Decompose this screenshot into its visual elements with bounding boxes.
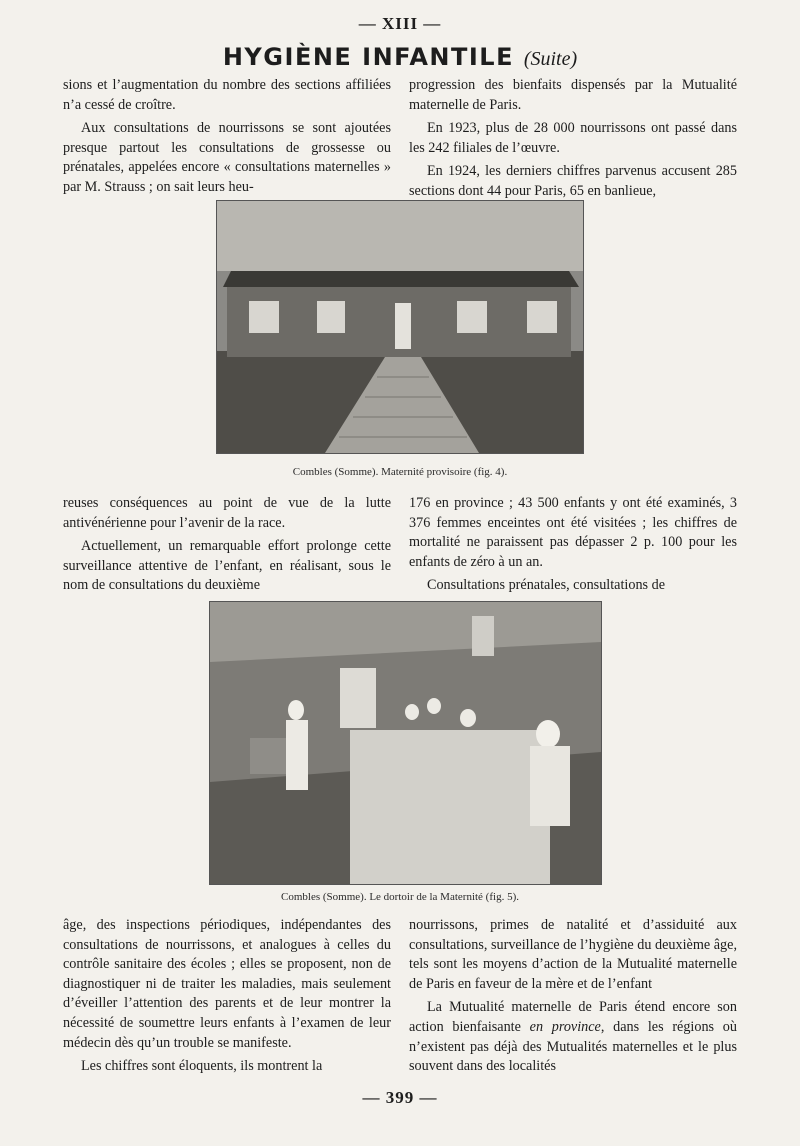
paragraph: sions et l’augmentation du nombre des sections affiliées n’a cessé de croître. — [63, 77, 391, 113]
maternity-building-photo — [216, 200, 584, 454]
section-folio: — XIII — — [358, 14, 442, 33]
paragraph: progression des bienfaits dispensés par la Mutualité maternelle de Paris. — [409, 77, 737, 113]
paragraph: nourrissons, primes de natalité et d’assiduité aux consultations, surveillance de l’hygiène du deuxième âge, tels sont les moyens d’action de la Mutualité maternelle de Paris en faveur de la mère et de l’enfant — [409, 917, 737, 992]
figure-caption: Combles (Somme). Le dortoir de la Maternité (fig. 5). — [281, 891, 519, 903]
paragraph: Les chiffres sont éloquents, ils montrent la — [81, 1058, 323, 1075]
section1-left-column — [63, 76, 391, 198]
paragraph: reuses conséquences au point de vue de la lutte antivénérienne pour l’avenir de la race. — [63, 495, 391, 531]
section3-left-column — [63, 916, 391, 1077]
paragraph: Consultations prénatales, consultations de — [427, 577, 665, 594]
paragraph: Aux consultations de nourrissons se sont ajoutées presque partout les consultations de grossesse ou prénatales, appelées encore « consultations maternelles » par M. Strauss ; on sait leurs heu- — [63, 120, 391, 195]
section1-right-column — [409, 76, 737, 202]
title-suite: (Suite) — [523, 48, 578, 70]
text-run: La Mutualité maternelle de Paris étend encore son action bienfaisante — [409, 999, 737, 1035]
figure-caption: Combles (Somme). Maternité provisoire (fig. 4). — [292, 466, 508, 478]
section2-left-column — [63, 494, 391, 596]
paragraph — [409, 998, 737, 1076]
page-title — [0, 43, 800, 71]
paragraph: En 1923, plus de 28 000 nourrissons ont passé dans les 242 filiales de l’œuvre. — [409, 120, 737, 156]
paragraph: âge, des inspections périodiques, indépendantes des consultations de nourrissons, et analogues à celles du contrôle sanitaire des écoles ; elles se proposent, non de diagnostiquer ni de traiter les maladies, mais seulement d’éveiller l’attention des parents et de leur montrer la nécessité de soumettre leurs enfants à l’examen de leur médecin dès qu’un trouble se manifeste. — [63, 917, 391, 1051]
section2-right-column — [409, 494, 737, 596]
emphasis: en province — [529, 1018, 601, 1035]
dormitory-photo — [209, 601, 602, 885]
page-number: — 399 — — [362, 1088, 438, 1107]
title-text: HYGIÈNE INFANTILE — [222, 43, 514, 71]
section3-right-column — [409, 916, 737, 1077]
paragraph: 176 en province ; 43 500 enfants y ont été examinés, 3 376 femmes enceintes ont été visitées ; les chiffres de mortalité ne paraissent pas dépasser 2 p. 100 pour les enfants de zéro à un an. — [409, 495, 737, 570]
paragraph: En 1924, les derniers chiffres parvenus accusent 285 sections dont 44 pour Paris, 65 en banlieue, — [409, 163, 737, 199]
paragraph: Actuellement, un remarquable effort prolonge cette surveillance attentive de l’enfant, en réalisant, sous le nom de consultations du deuxième — [63, 538, 391, 594]
text-run: , dans les régions où n’existent pas déjà des Mutualités maternelles et le plus souvent dans des localités — [409, 1018, 737, 1075]
